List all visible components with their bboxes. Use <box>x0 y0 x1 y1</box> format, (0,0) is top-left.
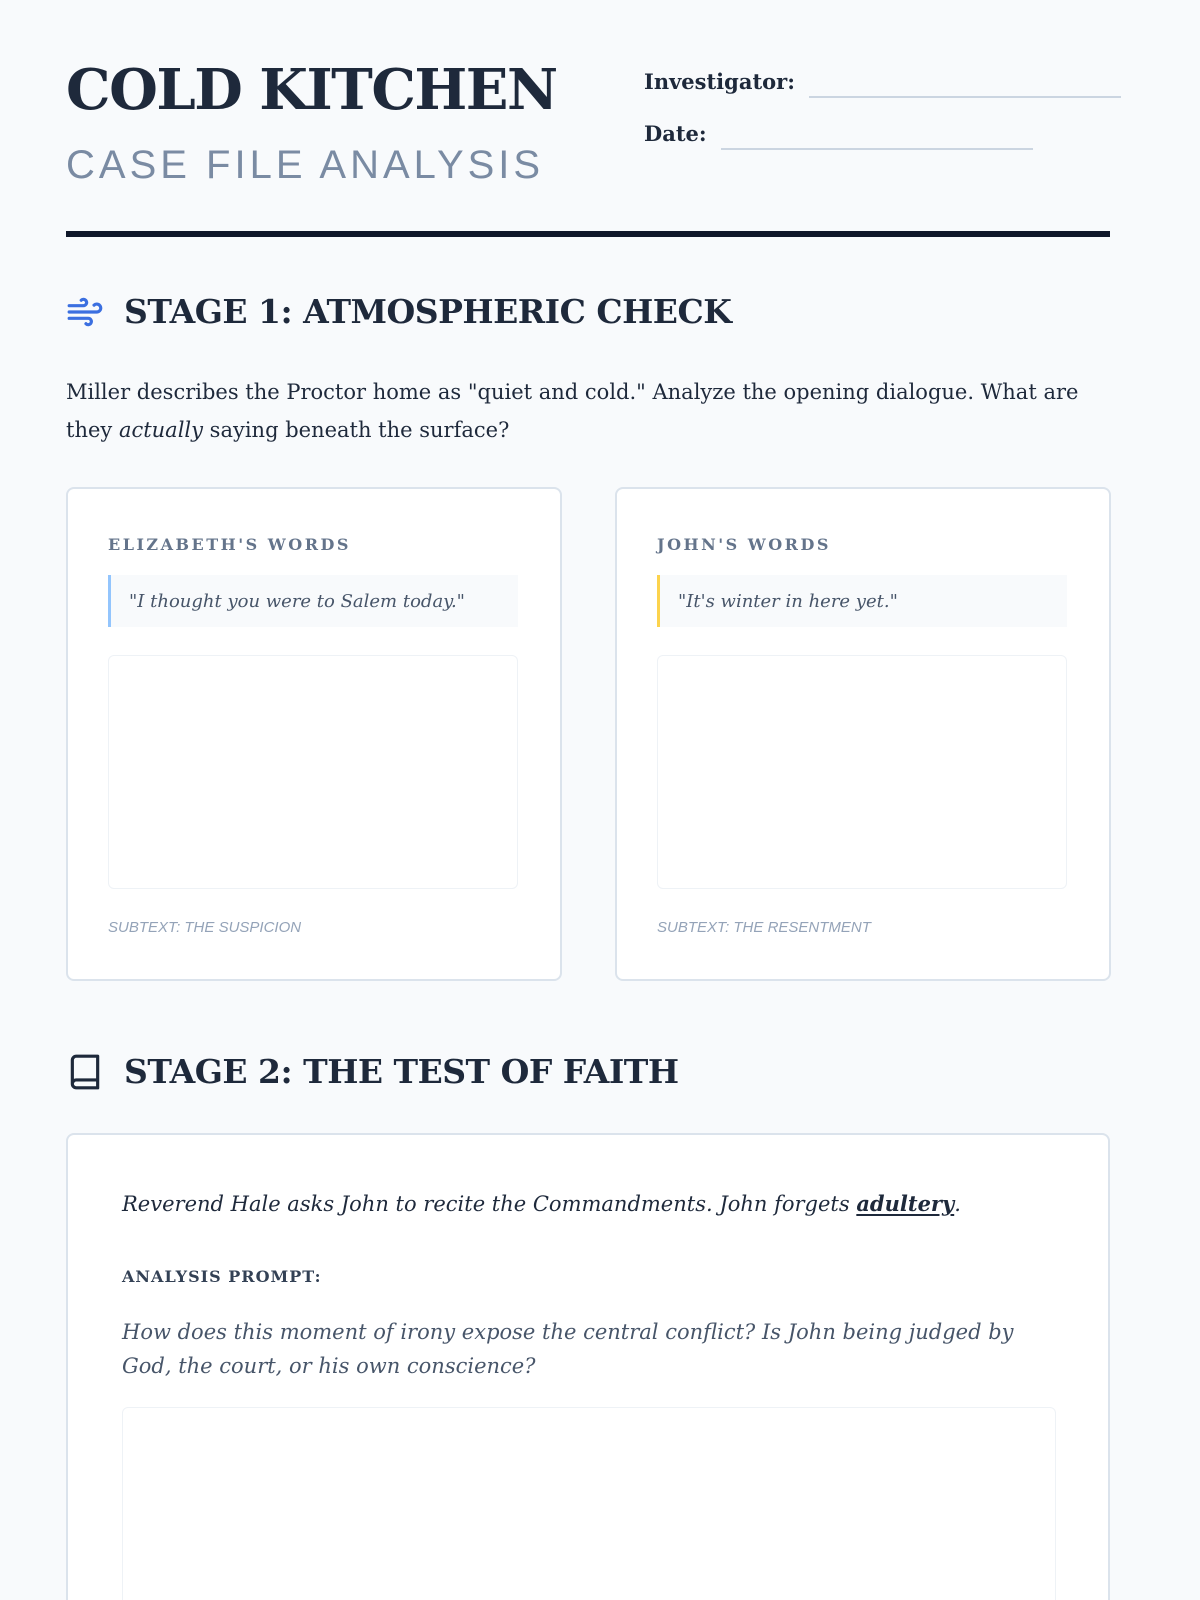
wind-icon <box>66 293 104 331</box>
date-field[interactable] <box>721 148 1033 150</box>
header-divider <box>66 231 1110 237</box>
intro-emphasis: actually <box>118 418 203 442</box>
card-label: ELIZABETH'S WORDS <box>108 535 351 554</box>
subtext-label: SUBTEXT: THE RESENTMENT <box>657 919 871 936</box>
analysis-prompt-label: ANALYSIS PROMPT: <box>122 1267 322 1286</box>
stage1-instructions <box>66 373 1110 449</box>
stage1-header <box>66 292 731 331</box>
john-card <box>615 487 1111 981</box>
analysis-prompt-text: How does this moment of irony expose the central conflict? Is John being judged by God, the court, or his own conscience? <box>122 1320 1014 1378</box>
stage2-scenario <box>122 1191 961 1216</box>
date-label: Date: <box>644 121 707 146</box>
scenario-text-end: . <box>954 1192 961 1216</box>
elizabeth-answer-box[interactable] <box>108 655 518 889</box>
date-row <box>644 123 1033 144</box>
stage2-card <box>66 1133 1110 1600</box>
investigator-label: Investigator: <box>644 69 795 94</box>
scenario-text: Reverend Hale asks John to recite the Commandments. John forgets <box>122 1192 857 1216</box>
investigator-field[interactable] <box>809 96 1121 98</box>
worksheet-title: COLD KITCHEN <box>66 57 557 123</box>
stage2-header <box>66 1052 679 1091</box>
card-label: JOHN'S WORDS <box>657 535 831 554</box>
intro-text-end: saying beneath the surface? <box>203 418 510 442</box>
worksheet-subtitle: CASE FILE ANALYSIS <box>66 143 545 187</box>
subtext-label: SUBTEXT: THE SUSPICION <box>108 919 302 936</box>
stage1-title: STAGE 1: ATMOSPHERIC CHECK <box>124 292 732 331</box>
quote-elizabeth: "I thought you were to Salem today." <box>108 575 518 627</box>
scenario-keyword: adultery <box>856 1191 955 1216</box>
quote-john: "It's winter in here yet." <box>657 575 1067 627</box>
stage2-answer-box[interactable] <box>122 1407 1056 1600</box>
intro-text: Miller describes the Proctor home as "quiet and cold." Analyze the opening dialogue. What are they <box>66 380 1079 442</box>
stage2-title: STAGE 2: THE TEST OF FAITH <box>124 1052 679 1091</box>
elizabeth-card <box>66 487 562 981</box>
john-answer-box[interactable] <box>657 655 1067 889</box>
investigator-row <box>644 71 1121 92</box>
book-icon <box>66 1053 104 1091</box>
